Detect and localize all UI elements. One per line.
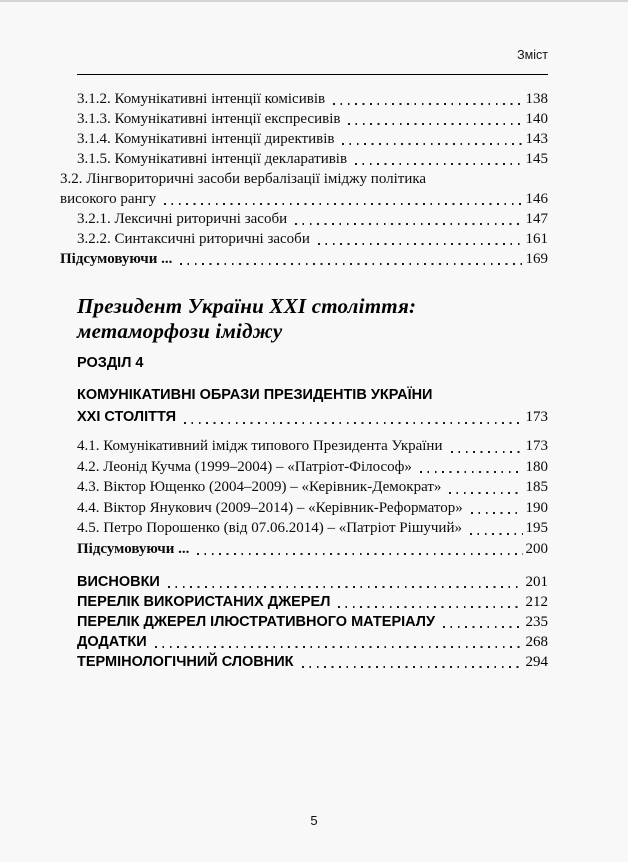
dot-leader [293,209,524,229]
part-title-line2: метаморфози іміджу [77,319,283,343]
toc-entry [77,652,548,672]
toc-entry-page: 147 [525,211,548,227]
toc-entry-label: ВИСНОВКИ [77,574,160,590]
header-rule [77,74,548,75]
toc-entry [60,109,548,129]
toc-entry-page: 268 [525,634,548,650]
toc-entry [77,518,548,539]
toc-entry-label: 3.1.5. Комунікативні інтенції декларативів [77,151,348,167]
toc-entry-label: 3.2.2. Синтаксичні риторичні засоби [77,231,310,247]
toc-entry-label: ПЕРЕЛІК ВИКОРИСТАНИХ ДЖЕРЕЛ [77,594,331,610]
toc-entry-summary [60,249,548,269]
toc-entry [77,457,548,478]
toc-entry [60,169,548,189]
toc-entry-summary [77,539,548,560]
dot-leader [346,109,524,129]
toc-entry-page: 161 [525,231,548,247]
dot-leader [178,249,524,269]
toc-entry-page: 145 [525,151,548,167]
dot-leader [166,572,525,592]
toc-entry [77,632,548,652]
chapter-heading-line1: КОМУНІКАТИВНІ ОБРАЗИ ПРЕЗИДЕНТІВ УКРАЇНИ [77,387,433,403]
toc-entry [60,89,548,109]
toc-entry-page: 140 [525,111,548,127]
dot-leader [469,498,525,519]
running-header: Зміст [517,48,548,62]
toc-entry-label: Підсумовуючи ... [77,540,190,557]
toc-backmatter [77,572,548,672]
toc-entry-page: 212 [525,594,548,610]
dot-leader [153,632,525,652]
toc-entry [60,149,548,169]
dot-leader [162,189,524,209]
toc-entry-page: 201 [525,574,548,590]
dot-leader [468,518,525,539]
chapter-heading-line2: ХХІ СТОЛІТТЯ [77,409,177,425]
toc-entry-continuation [60,189,548,209]
toc-entry-page: 190 [525,499,548,516]
toc-entry-label: 4.4. Віктор Янукович (2009–2014) – «Керівник-Реформатор» [77,499,463,516]
toc-section-4 [77,436,548,559]
dot-leader [331,89,524,109]
toc-entry-page: 173 [525,438,548,454]
dot-leader [336,592,524,612]
toc-entry-page: 200 [525,540,548,557]
toc-entry [77,612,548,632]
toc-entry-label: 4.1. Комунікативний імідж типового Президента України [77,438,443,454]
toc-entry-page: 235 [525,614,548,630]
toc-entry-page: 146 [525,191,548,207]
toc-entry-page: 195 [525,520,548,536]
dot-leader [195,539,524,560]
toc-entry [60,129,548,149]
toc-section-3 [60,89,548,269]
toc-entry-label: високого рангу [60,191,157,207]
toc-entry-label: 3.1.2. Комунікативні інтенції комісивів [77,91,326,107]
chapter-label: РОЗДІЛ 4 [77,355,144,371]
part-title-line1: Президент України ХХІ століття: [77,294,417,318]
dot-leader [447,477,524,498]
dot-leader [441,612,525,632]
toc-entry-label: 4.2. Леонід Кучма (1999–2004) – «Патріот-Філософ» [77,458,412,475]
toc-entry-label: ТЕРМІНОЛОГІЧНИЙ СЛОВНИК [77,654,294,670]
dot-leader [418,457,525,478]
chapter-heading [77,384,548,428]
toc-entry-label: 4.3. Віктор Ющенко (2004–2009) – «Керівник-Демократ» [77,479,442,495]
toc-entry [60,229,548,249]
toc-entry-page: 294 [525,654,548,670]
dot-leader [182,406,524,428]
dot-leader [449,436,525,457]
toc-entry-page: 169 [525,251,548,267]
dot-leader [316,229,525,249]
toc-entry-page: 138 [525,91,548,107]
toc-entry-page: 143 [525,131,548,147]
toc-entry-label: 3.1.4. Комунікативні інтенції директивів [77,131,335,147]
toc-entry-label: Підсумовуючи ... [60,251,173,267]
toc-entry [77,498,548,519]
chapter-heading-line2-row [77,406,548,428]
toc-entry [77,572,548,592]
toc-entry [77,592,548,612]
toc-entry-page: 180 [525,458,548,475]
toc-entry-label: ПЕРЕЛІК ДЖЕРЕЛ ІЛЮСТРАТИВНОГО МАТЕРІАЛУ [77,614,435,630]
toc-entry-label: 3.2. Лінгвориторичні засоби вербалізації іміджу політика [60,171,427,187]
page-number: 5 [310,813,318,828]
page-content [60,2,548,672]
part-title [77,294,548,344]
toc-entry [60,209,548,229]
toc-entry-label: 4.5. Петро Порошенко (від 07.06.2014) – «Патріот Рішучий» [77,520,462,536]
toc-entry [77,477,548,498]
dot-leader [340,129,524,149]
toc-entry [77,436,548,457]
toc-entry-label: ДОДАТКИ [77,634,147,650]
toc-entry-label: 3.1.3. Комунікативні інтенції експресивів [77,111,341,127]
toc-entry-page: 173 [525,409,548,425]
toc-entry-page: 185 [525,479,548,495]
dot-leader [353,149,524,169]
dot-leader [300,652,525,672]
toc-entry-label: 3.2.1. Лексичні риторичні засоби [77,211,288,227]
